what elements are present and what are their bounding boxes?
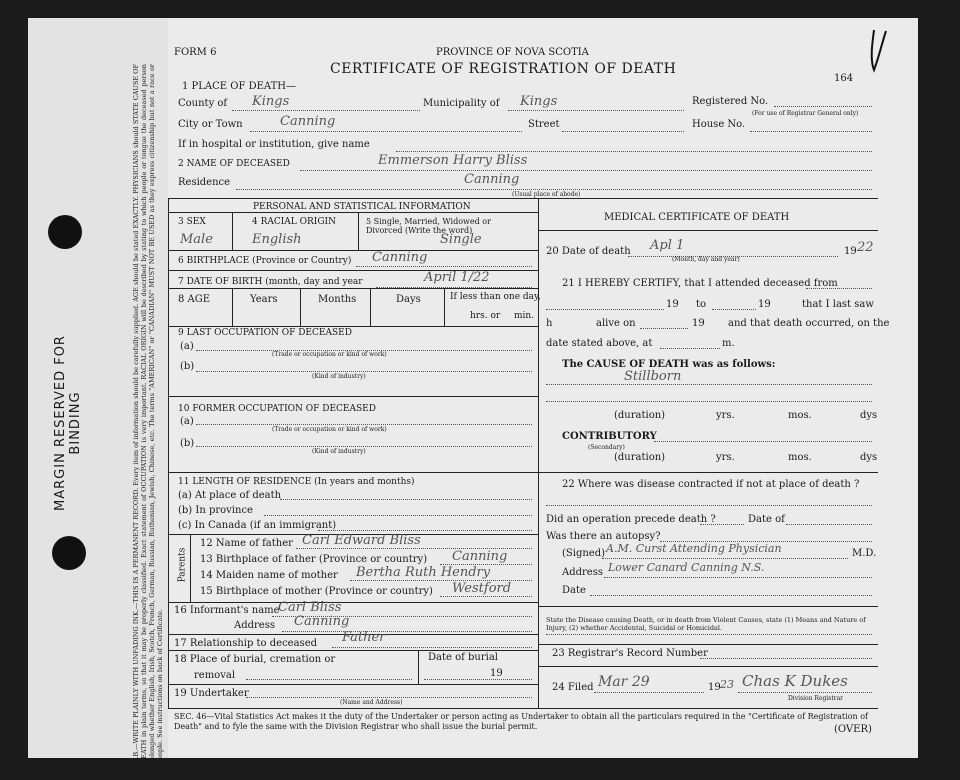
informant-name-value: Carl Bliss [278,600,342,615]
birthplace-value: Canning [372,250,428,265]
deceased-name-label: 2 NAME OF DECEASED [178,159,290,169]
house-label: House No. [692,119,746,130]
certify-to: to [696,299,707,310]
certify-line-1: 21 I HEREBY CERTIFY, that I attended deceased from [562,278,838,289]
sec-46-note: SEC. 46—Vital Statistics Act makes it the duty of the Undertaker or person acting as Undertaker to obtain all the particulars required in the "Certificate of Registration of Death" and to fyle the same with the Division Registrar who shall issue the burial permit. [174,712,868,731]
certify-19a: 19 [666,299,679,310]
mother-birthplace-value: Westford [452,581,512,596]
punch-hole-bottom [52,536,86,570]
relationship-value: Father [342,630,386,645]
deceased-name-value: Emmerson Harry Bliss [378,153,528,168]
death-date-label: 20 Date of death [546,246,631,257]
operation-label: Did an operation precede death ? [546,514,716,525]
last-occupation-label: 9 LAST OCCUPATION OF DECEASED [178,328,352,338]
marital-label: 5 Single, Married, Widowed or Divorced (Write the word) [366,217,491,235]
residence-length-b: (b) In province [178,505,253,516]
physician-address-label: Address [562,567,603,578]
cause-mos-label: mos. [788,410,812,421]
hospital-label: If in hospital or institution, give name [178,139,370,150]
residence-value: Canning [464,172,520,187]
former-occupation-b: (b) [180,438,195,449]
certify-h: h [546,318,553,329]
father-birthplace-label: 13 Birthplace of father (Province or country) [200,554,428,565]
certify-19b: 19 [758,299,771,310]
contributory-mos-label: mos. [788,452,812,463]
last-occupation-a: (a) [180,341,194,352]
over-label: (OVER) [834,724,872,735]
filed-year-prefix: 19 [708,682,721,693]
street-label: Street [528,119,560,130]
signed-label: (Signed) [562,548,606,559]
place-heading: 1 PLACE OF DEATH— [182,81,296,92]
last-occupation-b: (b) [180,361,195,372]
personal-heading: PERSONAL AND STATISTICAL INFORMATION [253,202,471,212]
certify-last-saw: that I last saw [802,299,874,310]
former-trade-note: (Trade or occupation or kind of work) [272,426,387,433]
contributory-dys-label: dys [860,452,878,463]
registered-number: 164 [834,73,854,84]
physician-address-value: Lower Canard Canning N.S. [608,561,765,574]
form-number: FORM 6 [174,47,217,58]
racial-value: English [252,232,302,247]
min-label: min. [514,311,535,321]
residence-length-a: (a) At place of death [178,490,282,501]
county-value: Kings [252,94,290,109]
binding-margin [28,18,168,764]
city-label: City or Town [178,119,243,130]
mother-name-value: Bertha Ruth Hendry [356,565,491,580]
burial-year-prefix: 19 [490,668,503,679]
certify-alive-on: alive on [596,318,636,329]
contributory-yrs-label: yrs. [716,452,735,463]
last-industry-note: (Kind of industry) [312,373,366,380]
residence-label: Residence [178,177,231,188]
burial-place-label: 18 Place of burial, cremation or [174,654,336,665]
filed-label: 24 Filed [552,682,594,693]
months-label: Months [318,294,357,305]
dob-label: 7 DATE OF BIRTH (month, day and year [178,277,363,287]
cause-value: Stillborn [624,369,682,384]
burial-date-label: Date of burial [428,652,498,663]
death-date-note: (Month, day and year) [672,256,740,263]
division-registrar-label: Division Registrar [788,695,844,702]
death-year-prefix: 19 [844,246,857,257]
medical-heading: MEDICAL CERTIFICATE OF DEATH [604,212,790,223]
years-label: Years [250,294,278,305]
birthplace-label: 6 BIRTHPLACE (Province or Country) [178,256,352,266]
informant-address-label: Address [234,620,275,631]
registered-label: Registered No. [692,96,769,107]
municipality-label: Municipality of [423,98,500,109]
violent-causes-note: State the Disease causing Death, or in death from Violent Causes, state (1) Means and Nature of Injury, (2) whether Accidental, Suicidal or Homicidal. [546,616,866,632]
county-label: County of [178,98,228,109]
secondary-label: (Secondary) [588,444,625,451]
parents-side-label: Parents [177,547,188,583]
certify-death-occurred: and that death occurred, on the [728,318,890,329]
days-label: Days [396,294,421,305]
residence-length-heading: 11 LENGTH OF RESIDENCE (In years and months) [178,477,415,487]
operation-date-label: Date of [748,514,785,525]
former-industry-note: (Kind of industry) [312,448,366,455]
registrar-signature: Chas K Dukes [742,672,848,690]
sex-value: Male [180,232,213,247]
contributory-label: CONTRIBUTORY [562,431,657,442]
cause-dys-label: dys [860,410,878,421]
md-label: M.D. [852,548,877,559]
cause-duration-label: (duration) [614,410,666,421]
informant-name-label: 16 Informant's name [174,605,280,616]
margin-instructions: N.B.—WRITE PLAINLY WITH UNFADING INK.—THIS IS A PERMANENT RECORD. Every item of information should be carefully supplied. AGE should be stated EXACTLY. PHYSICIANS should STATE CAUSE OF DEATH in plain terms, so that it may be properly classified. Exact statement of OCCUPATION is very important. RACIAL ORIGIN will be described by stating to which people or tongue the deceased person belonged whether English, Irish, Scotch, French, German, Russian, Ruthenian, Jewish, Chinese, etc. The terms "AMERICAN" or "CANADIAN" MUST NOT BE USED as they express citizenship but not a race or people. See instructions on back of Certificate. [132,64,164,764]
filed-value: Mar 29 [598,674,650,690]
residence-length-c: (c) In Canada (if an immigrant) [178,520,337,531]
age-label: 8 AGE [178,294,211,305]
contracted-label: 22 Where was disease contracted if not at place of death ? [562,479,860,490]
contributory-duration-label: (duration) [614,452,666,463]
mother-name-label: 14 Maiden name of mother [200,570,338,581]
sex-label: 3 SEX [178,217,206,227]
racial-label: 4 RACIAL ORIGIN [252,217,336,227]
dob-value: April 1/22 [424,270,490,285]
relationship-label: 17 Relationship to deceased [174,638,318,649]
father-birthplace-value: Canning [452,549,508,564]
certify-m: m. [722,338,735,349]
mother-birthplace-label: 15 Birthplace of mother (Province or country) [200,586,433,597]
signed-value: A.M. Curst Attending Physician [606,542,782,555]
registrar-record-label: 23 Registrar's Record Number [552,648,708,659]
hrs-label: hrs. or [470,311,501,321]
municipality-value: Kings [520,94,558,109]
filed-year-value: 23 [720,678,734,691]
city-value: Canning [280,114,336,129]
punch-hole-top [48,215,82,249]
registered-note: (For use of Registrar General only) [752,110,859,117]
checkmark-icon [868,25,888,75]
former-occupation-label: 10 FORMER OCCUPATION OF DECEASED [178,404,376,414]
last-trade-note: (Trade or occupation or kind of work) [272,351,387,358]
death-year-value: 22 [857,240,874,255]
father-name-value: Carl Edward Bliss [302,533,421,548]
certify-19c: 19 [692,318,705,329]
certificate-title: CERTIFICATE OF REGISTRATION OF DEATH [330,61,677,77]
undertaker-label: 19 Undertaker [174,688,249,699]
autopsy-label: Was there an autopsy? [546,531,661,542]
father-name-label: 12 Name of father [200,538,293,549]
burial-removal-label: removal [194,670,236,681]
margin-binding-label: MARGIN RESERVED FOR BINDING [53,335,83,511]
less-than-day-label: If less than one day, [450,292,541,302]
residence-note: (Usual place of abode) [512,191,581,198]
cause-label: The CAUSE OF DEATH was as follows: [562,359,776,370]
signed-date-label: Date [562,585,586,596]
death-date-value: Apl 1 [650,238,685,253]
certify-line-4: date stated above, at [546,338,653,349]
marital-value: Single [440,232,482,247]
undertaker-note: (Name and Address) [340,699,403,706]
cause-yrs-label: yrs. [716,410,735,421]
informant-address-value: Canning [294,614,350,629]
province-heading: PROVINCE OF NOVA SCOTIA [436,47,589,58]
former-occupation-a: (a) [180,416,194,427]
